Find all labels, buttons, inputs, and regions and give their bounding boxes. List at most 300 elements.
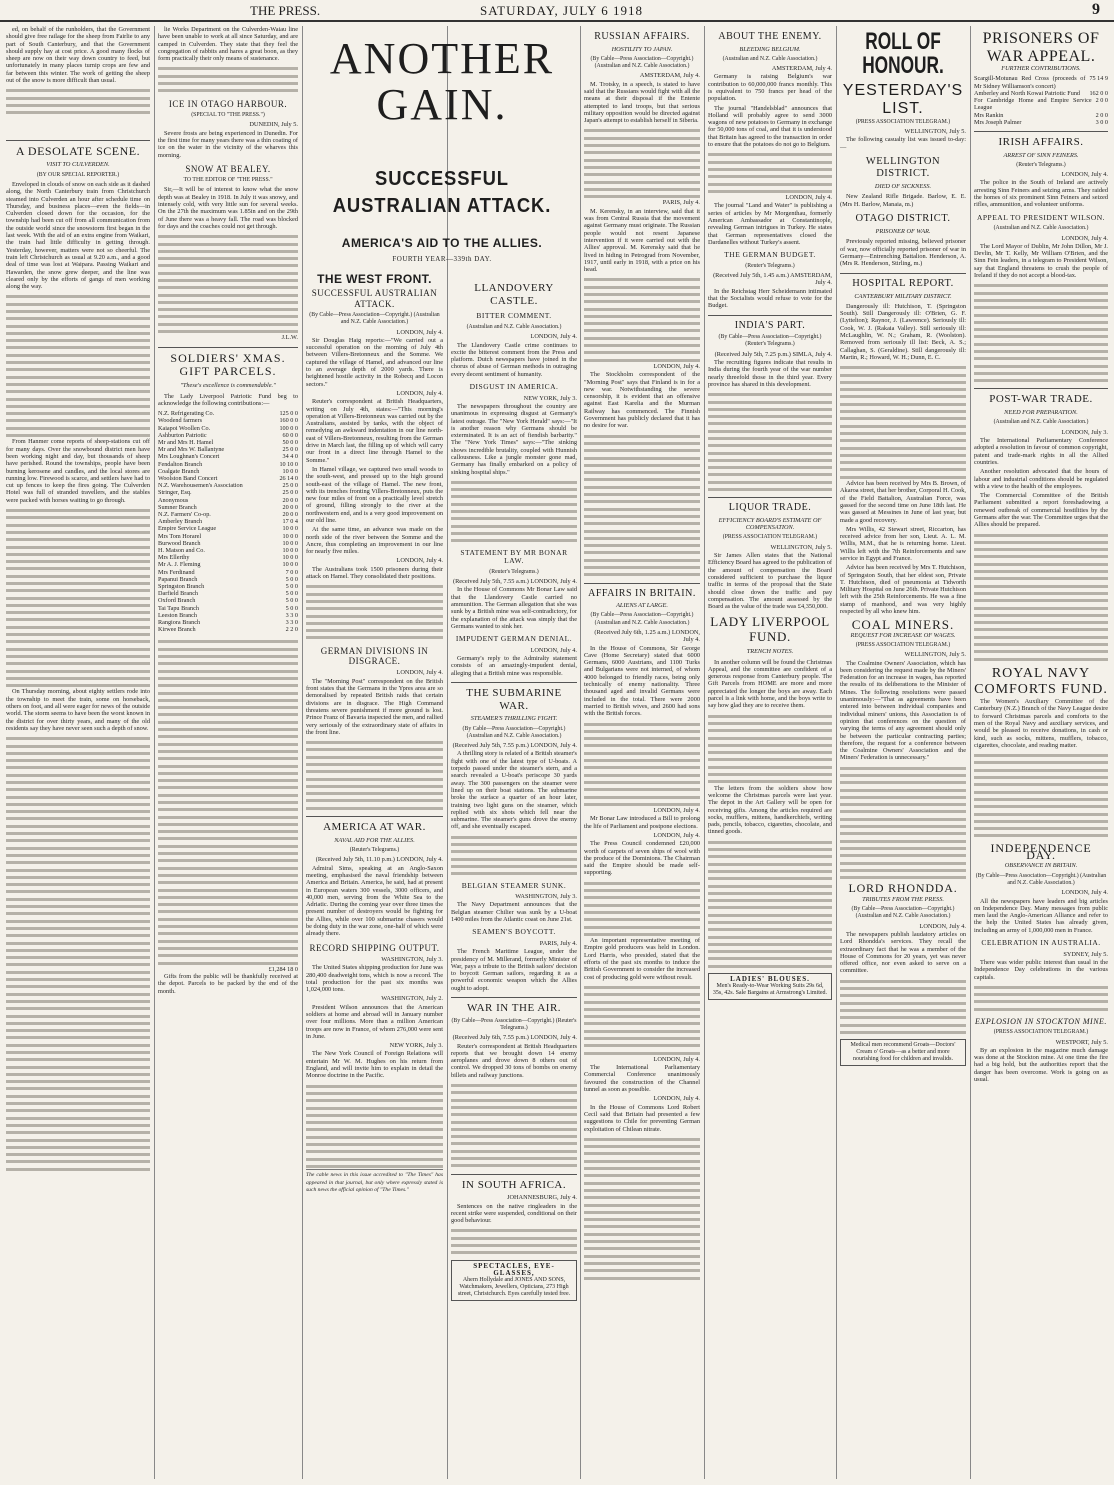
subheading: PRISONER OF WAR.	[875, 228, 931, 236]
subheading: TRIBUTES FROM THE PRESS.	[862, 895, 944, 903]
article-text: President Wilson announces that the American soldiers at home and abroad will in January number over four millions. More than a million American troops are now in France, of whom 276,000 were sent in June.	[306, 1003, 443, 1040]
contributor-name: Mrs Rankin	[974, 111, 1004, 119]
column-5	[584, 26, 700, 1479]
article-text: Dangerously ill: Hutchison, T. (Springston South). Still Dangerously ill: O'Brien, G. F. (Lyttelton); Raynor, J. (Lawrence). Seriously ill: Cook, W. J. (Rakaia Valley). Still seriously ill: McLaughlin, W. N.; Graham, R. (Woolston). Removed from seriously ill list: Beck, A. S.; Callaghan, S. (Geraldine). Still dangerously ill: Martin, R.; Howard, W. H.; Dunn, E. C.	[840, 302, 966, 361]
column-rule	[302, 26, 303, 1479]
headline-successful-attack: SUCCESSFUL AUSTRALIAN ATTACK.	[311, 288, 438, 309]
contributor-name: H. Matson and Co.	[158, 547, 205, 555]
contribution-amount: 5 0 0	[285, 604, 298, 612]
credit-line: (Reuter's Telegrams.)	[349, 847, 400, 854]
ad-title: LADIES' BLOUSES.	[730, 975, 810, 984]
column-rule	[154, 26, 155, 1479]
contributor-name: Mrs Tom Horarel	[158, 532, 202, 540]
contribution-row	[158, 626, 298, 633]
dateline: LONDON, July 4.	[919, 922, 966, 930]
contributor-name: Mrs Joseph Palmer	[974, 118, 1022, 126]
contribution-amount: 10 0 0	[282, 539, 298, 547]
article-text: The Coalmine Owners' Association, which has been considering the request made by the Miners' Federation for an increase in wages, has reported the results of its deliberations to the Minister of Mines. The following resolutions were passed unanimously:—"That as agreements have been entered into between individual companies and individual miners' unions, this Association is of opinion that conferences on the question of varying the terms of any agreement should only be between the particular contracting parties; therefore, the request for a conference between the Coalmine Owners' Association and the Miners' Federation is unnecessary."	[840, 659, 966, 762]
headline-german-divisions: GERMAN DIVISIONS IN DISGRACE.	[320, 645, 429, 667]
credit-line: (PRESS ASSOCIATION TELEGRAM.)	[993, 1029, 1089, 1036]
subheading: REQUEST FOR INCREASE OF WAGES.	[850, 631, 956, 639]
article-text: From Hanmer come reports of sheep-stations cut off for many days. Over the snowbound district men have been working night and day, but thousands of sheep have perished. Round the townships, people have been burning kerosene and candles, and the local stores are running low. Firewood is scarce, and settlers have had to cut up fences to keep the fires going. The Culverden Hotel was full of stranded travellers, and the stables were packed with horses waiting to go through.	[6, 438, 150, 504]
credit-line: (By Cable—Press Association—Copyright.) (Australian and N.Z. Cable Association.)	[590, 612, 694, 626]
masthead-title: THE PRESS.	[250, 3, 321, 18]
contribution-row	[158, 504, 298, 511]
article-text: The letters from the soldiers show how welcome the Christmas parcels were last year. The depot in the Art Gallery will be open for receiving gifts. Among the articles required are socks, mufflers, mittens, handkerchiefs, writing pads, pencils, tobacco, cigarettes, chocolate, and tinned goods.	[708, 784, 832, 836]
contributor-name: N.Z. Refrigerating Co.	[158, 410, 215, 418]
subheading: FURTHER CONTRIBUTIONS.	[1001, 65, 1081, 73]
contribution-row	[158, 547, 298, 554]
article-text: The journal "Land and Water" is publishing a series of articles by Mr Morgenthau, formerly American Ambassador at Constantinople, revealing German intrigues in Turkey. He states that German representatives closed the Dardanelles without Turkey's assent.	[708, 202, 832, 246]
dateline: AMSTERDAM, July 4.	[771, 65, 832, 73]
column-4	[451, 270, 577, 1479]
dateline: LONDON, July 4.	[396, 389, 443, 397]
masthead-date: SATURDAY, JULY 6 1918	[480, 3, 643, 18]
dateline: (Received July 5th, 1.45 a.m.) AMSTERDAM, July 4.	[713, 272, 832, 287]
contribution-list	[158, 410, 298, 633]
credit-line: (By Cable—Press Association—Copyright.) (Reuter's Telegrams.)	[451, 1017, 577, 1031]
headline-appeal-wilson: APPEAL TO PRESIDENT WILSON.	[976, 212, 1106, 222]
masthead	[0, 0, 1114, 22]
contribution-amount: 7 0 0	[285, 568, 298, 576]
contribution-row	[158, 576, 298, 583]
article-text: The newspapers publish laudatory articles on Lord Rhondda's services. They recall the extraordinary fact that he was a member of the House of Commons for 20 years, yet was never offered office, nor even asked to serve on a committee.	[840, 930, 966, 975]
dateline: LONDON, July 4.	[1061, 889, 1108, 897]
contributor-name: Rangiora Branch	[158, 619, 201, 627]
contributor-name: Tai Tapu Branch	[158, 604, 199, 612]
subheading: ARREST OF SINN FEINERS.	[1003, 151, 1079, 159]
headline-prisoners-appeal: PRISONERS OF WAR APPEAL.	[982, 30, 1100, 65]
article-text: Advice has been received by Mrs B. Brown, of Akaroa street, that her brother, Corporal H. Cook, of the Field Battalion, Australian Force, was gassed for the second time on June 18th last. He was gassed at Messines in June of last year, but made a good recovery.	[840, 480, 966, 524]
subheading: DIED OF SICKNESS.	[874, 183, 932, 191]
contribution-amount: 125 0 0	[279, 410, 298, 418]
contribution-amount: 162 0 0	[1089, 89, 1108, 97]
article-text: ed, on behalf of the runholders, that the Government should give free railage for the sheep from Fairlie to any part of South Canterbury, and that the Government should supply hay at cost price. A good many flocks of sheep are now on their way down country to feed, but unfortunately in many places turnip crops are few and far between this winter. The work of getting the sheep out of the snow is more difficult than usual.	[6, 26, 150, 85]
credit-line: (PRESS ASSOCIATION TELEGRAM.)	[722, 534, 818, 541]
article-text: Germany is raising Belgium's war contribution to 60,000,000 francs monthly. This is equivalent to 750 francs per head of the population.	[708, 73, 832, 103]
credit-line: (Australian and N.Z. Cable Association.)	[993, 225, 1089, 232]
credit-line: (SPECIAL TO "THE PRESS.")	[191, 112, 265, 119]
article-text: The French Maritime League, under the presidency of M. Millerand, formerly Minister of War, pays a tribute to the British sailors' decision to boycott German sailors, regarding it as a powerful economic weapon which the Allies ought to adopt.	[451, 948, 577, 992]
contribution-row	[158, 533, 298, 540]
contribution-amount: 75 14 9	[1089, 75, 1108, 83]
headline-liquor-trade: LIQUOR TRADE.	[708, 497, 832, 514]
subheading: STEAMER'S THRILLING FIGHT.	[470, 715, 558, 723]
article-text: Mrs Willis, 42 Stewart street, Riccarton, has received advice from her son, Lieut. A. L. M. Willis, M.M., that he is returning home. Lieut. Willis left with the 7th Reinforcements and saw service in Egypt and France.	[840, 525, 966, 562]
dateline: LONDON, July 4.	[396, 328, 443, 336]
contribution-amount: 50 0 0	[282, 438, 298, 446]
subheading: EFFICIENCY BOARD'S ESTIMATE OF COMPENSATION.	[718, 516, 822, 532]
headline-soldiers-parcels: SOLDIERS' XMAS. GIFT PARCELS.	[158, 347, 298, 380]
article-text: Reuter's correspondent at British Headquarters reports that we brought down 14 enemy aeroplanes and drove down 8 others out of control. We dropped 30 tons of bombs on enemy billets and railway junctions.	[451, 1042, 577, 1079]
main-deck-2: AMERICA'S AID TO THE ALLIES.	[341, 236, 543, 251]
contribution-amount: 10 0 0	[282, 467, 298, 475]
headline-hospital-report: HOSPITAL REPORT.	[840, 273, 966, 290]
contributor-name: Scargill-Motunau Red Cross (proceeds of Mr Sidney Williamson's concert)	[974, 75, 1086, 90]
contributor-name: For Cambridge Home and Empire Service League	[974, 97, 1092, 112]
ad-body: Ahern Hollydale and JONES AND SONS, Watchmakers, Jewellers, Opticians, 273 High street, Christchurch. Eyes carefully tested free.	[457, 1276, 571, 1297]
advertisement-groats	[840, 1039, 966, 1066]
total-amount: £1,284 18 0	[268, 965, 298, 973]
contributor-name: N.Z. Warehousemen's Association	[158, 482, 243, 490]
headline-about-enemy: ABOUT THE ENEMY.	[718, 31, 822, 42]
column-8	[974, 26, 1108, 1479]
article-text: Germany's reply to the Admiralty statement consists of an amazingly-impudent denial, alleging that a British mine was responsible.	[451, 655, 577, 677]
contribution-row	[158, 461, 298, 468]
article-text: On Thursday morning, about eighty settlers rode into the township to meet the train, some on horseback, others on foot, and all were eager for news of the outside world. The storm seems to have been the worst known in the district for over thirty years, and many of the old residents say they have never seen such a depth of snow.	[6, 688, 150, 732]
credit-line: (Australian and N.Z. Cable Association.)	[722, 55, 818, 62]
headline-bonar-law: STATEMENT BY MR BONAR LAW.	[460, 547, 568, 566]
subheading: ALIENS AT LARGE.	[616, 602, 668, 610]
headline-roll-of-honour: ROLL OF HONOUR.	[862, 28, 944, 79]
column-rule	[704, 26, 705, 1479]
credit-line: (Reuter's Telegrams.)	[1016, 161, 1066, 168]
dateline: (Received July 6th, 1.25 a.m.) LONDON, July 4.	[594, 628, 700, 644]
contribution-amount: 5 0 0	[285, 597, 298, 605]
dateline: SYDNEY, July 5.	[1063, 950, 1108, 958]
contributor-name: Empire Service League	[158, 525, 217, 533]
contribution-amount: 26 14 0	[279, 474, 298, 482]
article-text: The police in the South of Ireland are actively arresting Sinn Feiners and seizing arms. They raided the homes of six prominent Sinn Feiners and seized rifles, ammunition, and volunteer uniforms.	[974, 179, 1108, 209]
contribution-row	[158, 583, 298, 590]
article-text: The Press Council condemned £20,000 worth of carpets of seven ships of wool with the produce of the Dominions. The Chairman said the Empire should be made self-supporting.	[584, 840, 700, 877]
contribution-amount: 20 0 0	[282, 503, 298, 511]
contribution-amount: 10 0 0	[282, 561, 298, 569]
contribution-row	[158, 475, 298, 482]
article-text: The United States shipping production for June was 280,400 deadweight tons, which is now a record. The total production for the past six months was 1,024,000 tons.	[306, 964, 443, 994]
headline-submarine-war: THE SUBMARINE WAR.	[451, 682, 577, 712]
article-text: In another column will be found the Christmas Appeal, and the committee are confident of a generous response from Canterbury people. The Gift Parcels from HOME are more and more appreciated the longer the boys are away. Each parcel is a link with home, and the boys write to say how glad they are to receive them.	[708, 658, 832, 710]
contribution-row	[158, 590, 298, 597]
contribution-amount: 10 0 0	[282, 525, 298, 533]
subheading: CANTERBURY MILITARY DISTRICT.	[854, 292, 952, 300]
headline-lady-liverpool: LADY LIVERPOOL FUND.	[710, 614, 830, 645]
article-text: Previously reported missing, believed prisoner of war, now officially reported prisoner of war in Germany—Entrenching Battalion. Henderson, A. (Mrs R. Henderson, Stirling, m.)	[840, 238, 966, 268]
headline-independence-day: INDEPENDENCE DAY.	[990, 840, 1092, 863]
dateline: NEW YORK, July 3.	[389, 1042, 443, 1050]
credit-line: TO THE EDITOR OF "THE PRESS."	[183, 177, 273, 184]
main-headline: ANOTHER GAIN.	[329, 34, 555, 130]
article-text: By an explosion in the magazine much damage was done at the Stockton mine. At one time the fire had a big hold, but the authorities report that the danger has been overcome. Work is going on as usual.	[974, 1046, 1108, 1083]
contribution-amount: 10 10 0	[279, 460, 298, 468]
article-text: The Navy Department announces that the Belgian steamer Chilier was sunk by a U-boat 1400 miles from the Atlantic coast on June 21st.	[451, 901, 577, 924]
headline-disgust-america: DISGUST IN AMERICA.	[469, 381, 559, 391]
headline-coal-miners: COAL MINERS.	[851, 617, 955, 633]
contributor-name: Darfield Branch	[158, 590, 199, 598]
headline-llandovery-castle: LLANDOVERY CASTLE.	[474, 282, 554, 307]
article-text: The recruiting figures indicate that results in India during the fourth year of the war number nearly threefold those in the third year. Every province has shared in this development.	[708, 359, 832, 388]
contributor-name: Amberley and North Kowai Patriotic Fund	[974, 89, 1081, 97]
credit-line: (By Cable—Press Association—Copyright.) (Australian and N.Z. Cable Association.)	[309, 311, 440, 326]
dateline: WELLINGTON, July 5.	[904, 128, 966, 136]
subheading: BLEEDING BELGIUM.	[739, 45, 801, 53]
headline-yesterdays-list: YESTERDAY'S LIST.	[842, 82, 964, 118]
contribution-row	[974, 75, 1108, 89]
article-text: The International Parliamentary Commercial Conference unanimously favoured the construction of the Channel tunnel as soon as possible.	[584, 1064, 700, 1094]
headline-seamens-boycott: SEAMEN'S BOYCOTT.	[472, 927, 556, 937]
headline-ice-otago: ICE IN OTAGO HARBOUR.	[168, 98, 288, 109]
contributor-name: Sumner Branch	[158, 503, 197, 511]
contribution-row	[158, 619, 298, 626]
contribution-row	[158, 453, 298, 460]
dateline: JOHANNESBURG, July 4.	[507, 1194, 577, 1202]
article-text: The Lady Liverpool Patriotic Fund beg to acknowledge the following contributions:—	[158, 392, 298, 407]
article-text: In the House of Commons, Sir George Cave (Home Secretary) stated that 6000 Germans, 6000 Austrians, and 1100 Turks and Bulgarians were not interned, of whom 4000 belonged to friendly races, being only technically of enemy nationality. Three thousand aged and invalid Germans were included in the total. There were 2000 married to British wives, and 2600 had sons with the British forces.	[584, 644, 700, 718]
dateline: PARIS, July 4.	[539, 939, 577, 947]
article-text: The Llandovery Castle crime continues to excite the bitterest comment from the Press and platform. Dutch newspapers have joined in the chorus of abuse of German methods in outraging every decent sentiment of humanity.	[451, 341, 577, 378]
article-text: In the Reichstag Herr Scheidemann intimated that the Socialists would refuse to vote for the Budget.	[708, 287, 832, 310]
contribution-amount: 5 0 0	[285, 575, 298, 583]
headline-shipping-output: RECORD SHIPPING OUTPUT.	[309, 942, 440, 953]
total-row	[158, 966, 298, 973]
contribution-amount: 3 3 0	[285, 611, 298, 619]
contribution-row	[158, 540, 298, 547]
article-text: New Zealand Rifle Brigade. Barlow, E. E. (Mrs H. Barlow, Manaia, m.)	[840, 193, 966, 208]
headline-royal-navy-fund: ROYAL NAVY COMFORTS FUND.	[974, 665, 1108, 698]
contribution-amount: 25 0 0	[282, 446, 298, 454]
credit-line: (PRESS ASSOCIATION TELEGRAM.)	[855, 641, 951, 648]
contribution-row	[974, 90, 1108, 97]
article-text: The "Morning Post" correspondent on the British front states that the Germans in the Ypres area are so demoralised by repeated British raids that certain divisions are in disgrace. The High Command threatens severe punishment if more ground is lost. Prince Franz of Bavaria inspected the men, and rallied very seriously of the extraordinary state of affairs in the front line.	[306, 677, 443, 736]
article-text: Sir James Allen states that the National Efficiency Board has agreed to the publication of the amount of compensation the Board considered sufficient to purchase the liquor traffic in terms of the proposal that the State should close down the traffic and pay compensation. The amount assessed by the Board as the value of the trade was £4,350,000.	[708, 552, 832, 611]
cable-footnote: The cable news in this issue accredited to "The Times" has appeared in that journal, but only where expressly stated is such news the official opinion of "The Times."	[306, 1169, 443, 1194]
dateline: (Received July 5th, 11.10 p.m.) LONDON, July 4.	[315, 856, 443, 864]
contribution-amount: 2 2 0	[285, 626, 298, 634]
contribution-amount: 60 0 0	[282, 431, 298, 439]
column-3	[306, 255, 492, 1479]
headline-desolate-scene: A DESOLATE SCENE.	[6, 140, 150, 159]
subheading: HOSTILITY TO JAPAN.	[611, 45, 673, 53]
article-text: At the same time, an advance was made on the north side of the river between the Somme and the Ancre, thus completing an improvement in our line for nearly five miles.	[306, 526, 443, 556]
contribution-row	[158, 511, 298, 518]
dateline: WASHINGTON, July 2.	[381, 995, 443, 1003]
credit-line: (By Cable—Press Association—Copyright.) (Australian and N.Z. Cable Association.)	[590, 55, 694, 70]
dateline: LONDON, July 4.	[396, 669, 443, 677]
contributor-name: Mrs Ferdinand	[158, 568, 195, 576]
article-text: Another resolution advocated that the hours of labour and industrial conditions should be regulated with a view to the health of the employees.	[974, 468, 1108, 490]
contribution-amount: 5 0 0	[285, 590, 298, 598]
contribution-row	[158, 425, 298, 432]
dateline: LONDON, July 4.	[785, 194, 832, 202]
article-text: M. Trotsky, in a speech, is stated to have said that the Russians would fight with all the means at their disposal if the Entente attempted to land troops, but that serious military opposition would be directed against Japan's attempt to establish herself in Siberia.	[584, 80, 700, 125]
headline-celebration-australia: CELEBRATION IN AUSTRALIA.	[981, 938, 1101, 948]
dateline: WESTPORT, July 5.	[1055, 1038, 1108, 1046]
article-text: Enveloped in clouds of snow on each side as it dashed along, the North Canterbury train from Christchurch steamed into Culverden an hour after schedule time on Thursday, and business places—even the fields—in Culverden closed down for the occasion, for the township had been cut off from all communication from the outside world since the snowstorm first began in the last week. With the aid of an extra engine from Waikari, the train had little difficulty in getting through. Yesterday, however, matters were not so cheerful. The train left Christchurch as usual at 9.20 a.m., and a good deal of time was lost at Waipara. Passing Waikari and Hawarden, the snow grew deeper, and the line was cleared only by the efforts of gangs of men working along the way.	[6, 180, 150, 291]
contributor-name: Mr A. J. Fleming	[158, 561, 201, 569]
contribution-row	[974, 119, 1108, 126]
advertisement-spectacles	[451, 1260, 577, 1301]
contribution-row	[158, 561, 298, 568]
article-text: Gifts from the public will be thankfully received at the depot. Parcels to be packed by the end of the month.	[158, 973, 298, 995]
dateline: LONDON, July 4.	[1061, 234, 1108, 242]
article-text: Mr Bonar Law introduced a Bill to prolong the life of Parliament and postpone elections.	[584, 815, 700, 830]
contribution-row	[158, 605, 298, 612]
column-6	[708, 26, 832, 1479]
article-text: In the House of Commons Mr Bonar Law said that the Llandovery Castle carried no ammunition. The German allegation that she was sunk by a British mine was self-contradictory, for the explanation of the attack was simply that the Germans wanted to sink her.	[451, 586, 577, 630]
column-rule	[836, 26, 837, 1479]
headline-america-at-war: AMERICA AT WAR.	[306, 816, 443, 834]
headline-german-denial: IMPUDENT GERMAN DENIAL.	[455, 634, 573, 644]
headline-south-africa: IN SOUTH AFRICA.	[451, 1174, 577, 1192]
article-text: The newspapers throughout the country are unanimous in expressing disgust at Germany's latest outrage. The "New York Herald" says:—"It is another reason why Germans should be exterminated. It is an act of fiendish barbarity." The "New York Times" says:—"The sinking shows incredible brutality, coupled with Hunnish callousness. Like a jungle monster gone mad, Germany has finally embarked on a policy of sinking hospital ships."	[451, 402, 577, 476]
contribution-row	[158, 554, 298, 561]
contribution-amount: 20 0 0	[282, 511, 298, 518]
headline-snow-bealey: SNOW AT BEALEY.	[185, 163, 271, 174]
article-text: The Lord Mayor of Dublin, Mr John Dillon, Mr J. Devlin, Mr T. Kelly, Mr William O'Brien, and the Sinn Fein leaders, in a telegram to President Wilson, say that England threatens to crush the people of Ireland if they do not accept a blood-tax.	[974, 242, 1108, 280]
dateline: (Received July 5th, 7.25 p.m.) SIMLA, July 4.	[714, 350, 832, 358]
dateline: LONDON, July 4.	[653, 831, 700, 839]
contribution-amount: 160 0 0	[279, 417, 298, 425]
headline-belgian-steamer: BELGIAN STEAMER SUNK.	[461, 880, 567, 890]
article-text: In the House of Commons Lord Robert Cecil said that Britain had presented a few suggestions to Chile for preventing German exploitation of Chilean nitrate.	[584, 1103, 700, 1133]
contributor-name: Mrs Loughnan's Concert	[158, 453, 220, 461]
subheading: TRENCH NOTES.	[746, 648, 794, 656]
contributor-name: Ashburton Patriotic	[158, 431, 207, 439]
contribution-row	[158, 446, 298, 453]
credit-line: (BY OUR SPECIAL REPORTER.)	[36, 171, 120, 178]
contribution-amount: 10 0 0	[282, 554, 298, 562]
credit-line: (Australian and N.Z. Cable Association.)	[993, 419, 1089, 426]
contribution-list	[974, 75, 1108, 125]
article-text: All the newspapers have leaders and big articles on Independence Day. Many messages from public men laud the Anglo-American Alliance and refer to the help the United States has already given, including an army of 1,000,000 men in France.	[974, 897, 1108, 934]
dateline: WELLINGTON, July 5.	[770, 543, 832, 551]
advertisement-blouses	[708, 973, 832, 1000]
contribution-row	[158, 569, 298, 576]
signature: J.L.W.	[281, 334, 298, 342]
ad-body: Medical men recommend Groats—Doctors' Cream o' Groats—as a better and more nourishing food for children and invalids.	[850, 1042, 956, 1063]
dateline: AMSTERDAM, July 4.	[639, 72, 700, 80]
dateline: WASHINGTON, July 3.	[515, 893, 577, 901]
column-1	[6, 26, 150, 1479]
main-deck-1: SUCCESSFUL AUSTRALIAN ATTACK.	[332, 168, 552, 218]
article-text: The Women's Auxiliary Committee of the Canterbury (N.Z.) Branch of the Navy League desire to forward Christmas parcels and comforts to the men of the Royal Navy and auxiliary services, and would be pleased to receive donations, in cash or kind, such as socks, mittens, mufflers, tobacco, cigarettes, chocolate, and reading matter.	[974, 698, 1108, 749]
credit-line: (By Cable—Press Association—Copyright.) (Reuter's Telegrams.)	[718, 334, 822, 348]
dateline: (Received July 5th, 7.55 a.m.) LONDON, July 4.	[453, 578, 577, 586]
contribution-amount: 34 4 0	[282, 453, 298, 461]
headline-russian-affairs: RUSSIAN AFFAIRS.	[594, 31, 690, 42]
dateline: LONDON, July 4.	[653, 1055, 700, 1063]
subheading: NEED FOR PREPARATION.	[1004, 409, 1078, 417]
article-text: Severe frosts are being experienced in Dunedin. For the first time for many years there was a thin coating of ice on the water in the vicinity of the wharves this morning.	[158, 129, 298, 159]
article-text: lie Works Department on the Culverden-Waiau line have been unable to work at all since Saturday, and are camped in Culverden. They state that they feel the congregation of rabbits and hares a great boon, as they form practically their only means of sustenance.	[158, 26, 298, 63]
contribution-row	[974, 112, 1108, 119]
contributor-name: Kaiapoi Woollen Co.	[158, 424, 211, 432]
dateline: WELLINGTON, July 5.	[904, 651, 966, 659]
headline-stockton-explosion: EXPLOSION IN STOCKTON MINE.	[975, 1017, 1107, 1027]
article-text: The journal "Handelsblad" announces that Holland will probably agree to send 3000 wagons of new potatoes to Germany in exchange for 50,000 tons of coal, and that it is understood that Britain has agreed to the transaction in order to ensure that the potatoes do not go to Belgium.	[708, 104, 832, 149]
article-text: The Stockholm correspondent of the "Morning Post" says that Finland is in for a new war. Notwithstanding the severe censorship, it is evident that an offensive against East Karelia and the Murman Railway has commenced. The Finnish Government has publicly declared that it has no desire for war.	[584, 371, 700, 430]
subheading: VISIT TO CULVERDEN.	[46, 161, 110, 169]
article-text: Reuter's correspondent at British Headquarters, writing on July 4th, states:—"This morning's operation at Villers-Bretonneux was carried out by the Australians, assisted by tanks, with the object of remedying an awkward indentation in our line north-east of Villers-Bretonneux, resulting from the German drive in March last, the filling up of which will carry our front in a direct line through Hamel to the Somme."	[306, 398, 443, 464]
ad-title: SPECTACLES, EYE-GLASSES,	[473, 1261, 555, 1277]
contribution-amount: 17 0 4	[282, 518, 298, 526]
contribution-row	[158, 468, 298, 475]
contribution-row	[158, 439, 298, 446]
page-number: 9	[1092, 1, 1100, 18]
subheading: "These's excellence is commendable."	[180, 382, 276, 390]
headline-affairs-britain: AFFAIRS IN BRITAIN.	[584, 583, 700, 600]
contribution-row	[158, 489, 298, 496]
headline-lord-rhondda: LORD RHONDDA.	[848, 881, 958, 896]
contributor-name: Woodend farmers	[158, 417, 203, 425]
article-text: An important representative meeting of Empire gold producers was held in London. Lord Harris, who presided, stated that the efforts of the past six months to induce the British Government to consider the increased cost of producing gold were without result.	[584, 937, 700, 981]
article-text: In Hamel village, we captured two small woods to the south-west, and pressed up to the high ground south-east of the village of Hamel. The new front, with its trenches fronting Villers-Bretonneux, puts the new four miles of front on a practically level stretch of ground, filling strongly to the river at the northwestern end, and is a very good improvement on our old line.	[306, 465, 443, 524]
headline-indias-part: INDIA'S PART.	[708, 315, 832, 332]
article-text: There was wider public interest than usual in the Independence Day celebrations in the various capitals.	[974, 958, 1108, 981]
fourth-year-line: FOURTH YEAR—339th DAY.	[392, 255, 492, 263]
headline-post-war-trade: POST-WAR TRADE.	[974, 388, 1108, 406]
contribution-row	[158, 432, 298, 439]
contributor-name: Amberley Branch	[158, 518, 203, 526]
column-rule	[580, 26, 581, 1479]
contributor-name: Fendalton Branch	[158, 460, 203, 468]
contribution-amount: 3 0 0	[1095, 118, 1108, 126]
credit-line: (By Cable—Press Association—Copyright.) (Australian and N.Z. Cable Association.)	[462, 725, 566, 739]
column-rule	[970, 26, 971, 1479]
article-text: Sentences on the native ringleaders in the recent strike were suspended, conditional on their good behaviour.	[451, 1202, 577, 1225]
contribution-row	[974, 97, 1108, 111]
contributor-name: Stringer, Esq.	[158, 489, 192, 497]
dateline: PARIS, July 4.	[662, 199, 700, 207]
contributor-name: Burwood Branch	[158, 539, 201, 547]
contributor-name: Leeston Branch	[158, 611, 198, 619]
contributor-name: Springston Branch	[158, 583, 205, 591]
article-text: The New York Council of Foreign Relations will entertain Mr W. M. Hughes on his return from England, and will invite him to explain in detail the Monroe doctrine in the Pacific.	[306, 1050, 443, 1080]
article-text: The Commercial Committee of the British Parliament submitted a report foreshadowing a renewed outbreak of commercial hostilities by the Germans after the war. The Committee urges that the Allies should be prepared.	[974, 492, 1108, 529]
headline-german-budget: THE GERMAN BUDGET.	[724, 250, 816, 260]
article-text: A thrilling story is related of a British steamer's fight with one of the latest type of U-boats. A torpedo passed under the steamer's stern, and a search revealed a U-boat's periscope 30 yards away. The 300 passengers on the steamer were lined up on their boat stations. The submarine broke the surface a quarter of an hour later, training two light guns on the steamer, which replied with six shots which fell near the submarine. The steamer's guns drove the enemy off, and she eventually escaped.	[451, 750, 577, 831]
contributor-name: Mr and Mrs W. Ballantyne	[158, 446, 225, 454]
contribution-row	[158, 410, 298, 417]
contributor-name: Papanui Branch	[158, 575, 198, 583]
headline-west-front: THE WEST FRONT.	[317, 272, 432, 286]
contribution-amount: 2 0 0	[1095, 97, 1108, 105]
dateline: LONDON, July 4.	[530, 646, 577, 654]
contributor-name: Mr and Mrs H. Hamel	[158, 438, 214, 446]
article-text: The Australians took 1500 prisoners during their attack on Hamel. They consolidated their positions.	[306, 565, 443, 581]
credit-line: (Reuter's Telegrams.)	[489, 568, 539, 575]
dateline: LONDON, July 3.	[1061, 428, 1108, 436]
headline-bitter-comment: BITTER COMMENT.	[476, 311, 552, 321]
contribution-amount: 20 0 0	[282, 496, 298, 504]
contributor-name: N.Z. Farmers' Co-op.	[158, 511, 211, 518]
credit-line: (Australian and N.Z. Cable Association.)	[466, 323, 562, 330]
dateline: WASHINGTON, July 3.	[381, 955, 443, 963]
contribution-row	[158, 482, 298, 489]
contribution-amount: 10 0 0	[282, 547, 298, 555]
headline-war-in-air: WAR IN THE AIR.	[451, 997, 577, 1015]
article-text: Sir Douglas Haig reports:—"We carried out a successful operation on the morning of July 4th between Villers-Bretonneux and the Somme. We captured the village of Hamel, and advanced our line to an average depth of 2000 yards. There is heightened hostile activity in the Robecq and Locon sectors."	[306, 336, 443, 388]
contributor-name: Kirwee Branch	[158, 626, 196, 634]
article-text: The following casualty list was issued to-day:—	[840, 136, 966, 151]
contributor-name: Woolston Band Concert	[158, 474, 218, 482]
contribution-row	[158, 597, 298, 604]
contribution-row	[158, 525, 298, 532]
article-text: Sir,—It will be of interest to know what the snow depth was at Bealey in 1918. In July it was snowy, and intensely cold, with very little sun for several weeks. On the 27th the maximum was 1.85in and on the 29th of June there was a heavy fall. The road was blocked for days and the coaches could not get through.	[158, 186, 298, 230]
ad-body: Men's Ready-to-Wear Working Suits 29s 6d, 35s, 42s. Sale Bargains at Armstrong's Limited.	[712, 983, 828, 997]
contribution-row	[158, 417, 298, 424]
subheading: NAVAL AID FOR THE ALLIES.	[334, 836, 415, 844]
headline-wellington-district: WELLINGTON DISTRICT.	[865, 155, 941, 180]
contribution-amount: 3 3 0	[285, 619, 298, 627]
credit-line: (By Cable—Press Association—Copyright.) (Australian and N.Z. Cable Association.)	[975, 872, 1107, 886]
article-text: Admiral Sims, speaking at an Anglo-Saxon meeting, emphasised the naval friendship between America and Britain. America, he said, had at present in European waters 300 vessels, 3000 officers, and 40,000 men, serving from the White Sea to the Adriatic. During the coming year over three times the present number of destroyers would be fighting for the Allies, while over 100 submarine chasers would be doing duty in the war zone, one-half of which were already there.	[306, 864, 443, 938]
dateline: (Received July 6th, 7.55 p.m.) LONDON, July 4.	[452, 1034, 577, 1042]
article-text: The International Parliamentary Conference adopted a resolution in favour of common copyright, patent and trade-mark rights in all the Allied countries.	[974, 437, 1108, 466]
contribution-amount: 25 0 0	[282, 482, 298, 490]
credit-line: (PRESS ASSOCIATION TELEGRAM.)	[855, 118, 951, 125]
dateline: NEW YORK, July 3.	[523, 394, 577, 402]
